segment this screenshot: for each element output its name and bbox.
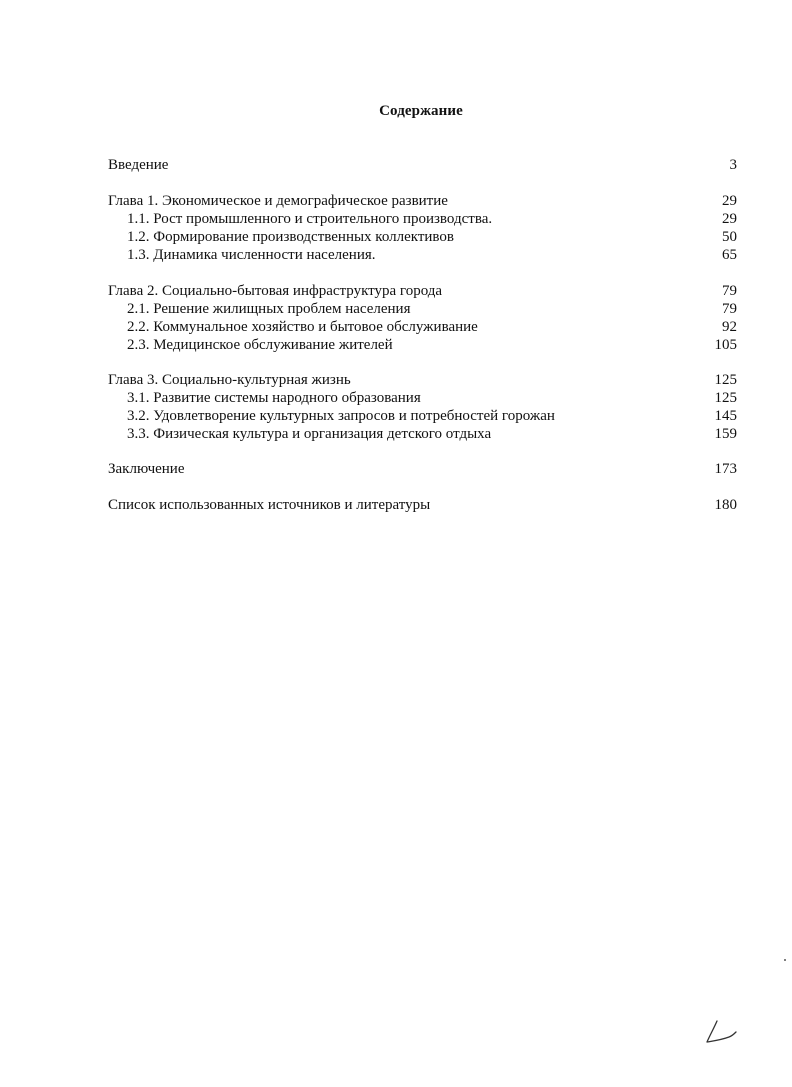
toc-entry-chapter-1: [108, 192, 737, 210]
toc-entry-label: 2.3. Медицинское обслуживание жителей: [127, 337, 393, 353]
toc-entry-label: 2.1. Решение жилищных проблем населения: [127, 301, 411, 317]
toc-entry-label: 1.3. Динамика численности населения.: [127, 247, 376, 263]
toc-entry-chapter-3: [108, 371, 737, 389]
toc-entry-section-3-2: [108, 407, 737, 425]
toc-entry-section-2-3: [108, 336, 737, 354]
toc-entry-label: 1.1. Рост промышленного и строительного производства.: [127, 211, 493, 227]
toc-entry-label: Введение: [108, 157, 169, 173]
toc-entry-label: 2.2. Коммунальное хозяйство и бытовое обслуживание: [127, 319, 478, 335]
toc-entry-label: 3.1. Развитие системы народного образования: [127, 390, 421, 406]
toc-entry-introduction: [108, 156, 737, 174]
toc-entry-section-1-3: [108, 246, 737, 264]
toc-entry-page: 105: [714, 337, 737, 353]
toc-entry-section-3-3: [108, 425, 737, 443]
toc-entry-chapter-2: [108, 282, 737, 300]
toc-entry-label: Список использованных источников и литературы: [108, 497, 431, 513]
toc-entry-section-2-1: [108, 300, 737, 318]
toc-entry-page: 159: [714, 426, 737, 442]
toc-entry-section-1-1: [108, 210, 737, 228]
scan-speck: [784, 959, 786, 961]
toc-entry-page: 79: [722, 301, 737, 317]
toc-title: Содержание: [379, 103, 463, 119]
toc-entry-label: 3.2. Удовлетворение культурных запросов и потребностей горожан: [127, 408, 555, 424]
toc-entry-label: Глава 3. Социально-культурная жизнь: [108, 372, 351, 388]
toc-entry-label: 3.3. Физическая культура и организация детского отдыха: [127, 426, 492, 442]
toc-entry-page: 50: [722, 229, 737, 245]
toc-entry-page: 92: [722, 319, 737, 335]
toc-entry-page: 29: [722, 193, 737, 209]
toc-entry-page: 125: [714, 390, 737, 406]
toc-entry-page: 125: [714, 372, 737, 388]
toc-entry-page: 145: [714, 408, 737, 424]
toc-entry-section-1-2: [108, 228, 737, 246]
toc-entry-label: Заключение: [108, 461, 185, 477]
toc-entry-label: 1.2. Формирование производственных коллективов: [127, 229, 454, 245]
toc-entry-bibliography: [108, 496, 737, 514]
toc-entry-page: 173: [714, 461, 737, 477]
toc-entry-page: 65: [722, 247, 737, 263]
toc-entry-section-3-1: [108, 389, 737, 407]
toc-entry-section-2-2: [108, 318, 737, 336]
toc-entry-label: Глава 2. Социально-бытовая инфраструктура города: [108, 283, 443, 299]
toc-entry-conclusion: [108, 460, 737, 478]
handwritten-page-number: [703, 1018, 739, 1046]
toc-entry-page: 3: [729, 157, 737, 173]
toc-entry-page: 29: [722, 211, 737, 227]
toc-entry-label: Глава 1. Экономическое и демографическое развитие: [108, 193, 448, 209]
toc-entry-page: 79: [722, 283, 737, 299]
toc-entry-page: 180: [714, 497, 737, 513]
